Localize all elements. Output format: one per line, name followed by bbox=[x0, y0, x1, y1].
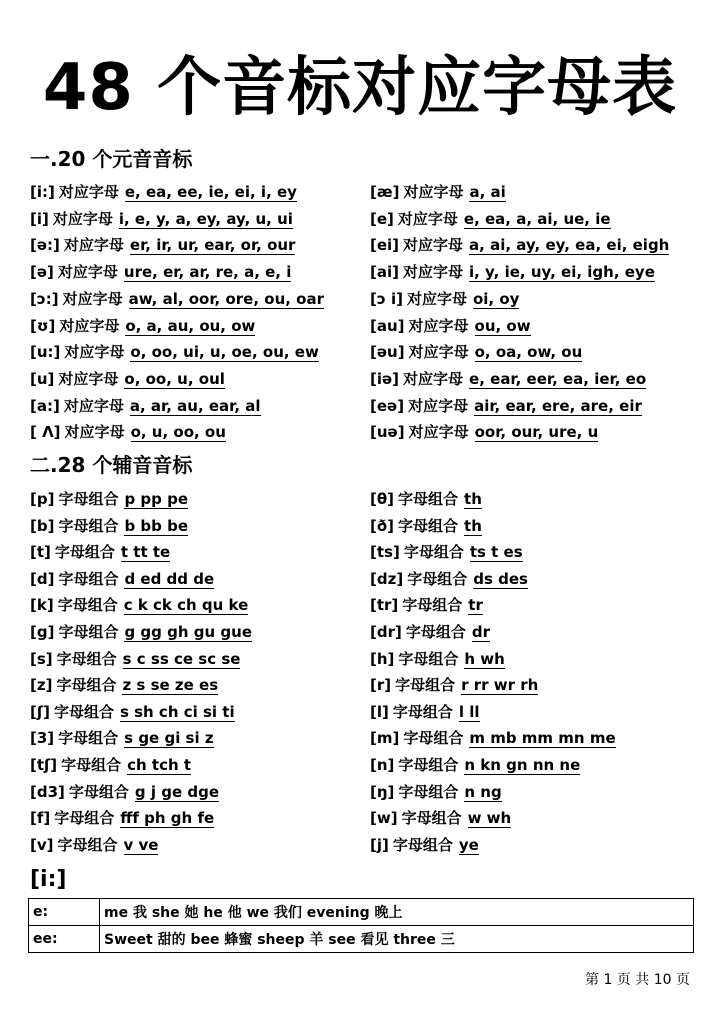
row-label: 对应字母 bbox=[408, 316, 469, 335]
row-label: 字母组合 bbox=[58, 569, 119, 588]
letter-combos: h wh bbox=[464, 649, 505, 668]
phonetic-symbol: [r] bbox=[370, 676, 392, 695]
letter-combos: i, e, y, a, ey, ay, u, ui bbox=[118, 209, 293, 228]
example-words: me 我 she 她 he 他 we 我们 evening 晚上 bbox=[100, 899, 694, 926]
letter-combos: e, ear, eer, ea, ier, eo bbox=[469, 369, 647, 388]
phonetic-row bbox=[370, 182, 506, 202]
row-label: 字母组合 bbox=[398, 490, 459, 508]
row-label: 对应字母 bbox=[64, 423, 125, 442]
phonetic-row bbox=[370, 728, 616, 748]
phonetic-symbol: [ɔ:] bbox=[30, 289, 59, 308]
letter-combos: s c ss ce sc se bbox=[122, 649, 241, 668]
letter-combos: dr bbox=[471, 623, 491, 641]
letter-combos: v ve bbox=[123, 835, 159, 854]
phonetic-row bbox=[30, 489, 188, 509]
phonetic-row bbox=[30, 808, 214, 828]
letter-combos: o, a, au, ou, ow bbox=[125, 316, 256, 335]
phonetic-row bbox=[30, 316, 255, 336]
row-label: 字母组合 bbox=[57, 596, 118, 615]
letter-combos: w wh bbox=[467, 809, 512, 828]
phonetic-row bbox=[370, 542, 523, 562]
phonetic-symbol: [ei] bbox=[370, 236, 400, 255]
row-label: 字母组合 bbox=[405, 623, 466, 641]
row-label: 对应字母 bbox=[406, 289, 467, 308]
table-row bbox=[29, 899, 694, 926]
phonetic-row bbox=[370, 675, 538, 695]
phonetic-symbol: [k] bbox=[30, 596, 54, 615]
row-label: 字母组合 bbox=[54, 809, 115, 828]
phonetic-symbol: [au] bbox=[370, 316, 405, 335]
phonetic-symbol: [w] bbox=[370, 809, 398, 828]
row-label: 字母组合 bbox=[398, 516, 459, 535]
letter-combos: ure, er, ar, re, a, e, i bbox=[123, 263, 292, 282]
row-label: 字母组合 bbox=[398, 756, 459, 774]
row-label: 字母组合 bbox=[395, 676, 456, 695]
letter-combos: ye bbox=[458, 835, 479, 854]
row-label: 字母组合 bbox=[398, 782, 459, 801]
phonetic-row bbox=[30, 396, 261, 416]
row-label: 字母组合 bbox=[58, 623, 119, 641]
row-label: 对应字母 bbox=[63, 396, 124, 415]
phonetic-row bbox=[370, 755, 580, 775]
phonetic-symbol: [u:] bbox=[30, 343, 61, 362]
row-label: 对应字母 bbox=[403, 369, 464, 388]
letter-combos: a, ai, ay, ey, ea, ei, eigh bbox=[469, 236, 670, 255]
phonetic-symbol: [j] bbox=[370, 835, 389, 854]
page-number: 第 1 页 共 10 页 bbox=[585, 972, 690, 988]
letter-combos: p pp pe bbox=[124, 490, 189, 508]
phonetic-symbol: [θ] bbox=[370, 490, 395, 508]
phonetic-row bbox=[370, 262, 655, 282]
letter-combos: m mb mm mn me bbox=[469, 729, 616, 748]
phonetic-row bbox=[30, 235, 295, 255]
phonetic-symbol: [ŋ] bbox=[370, 782, 395, 801]
phonetic-symbol: [d3] bbox=[30, 782, 65, 801]
phonetic-symbol: [a:] bbox=[30, 396, 60, 415]
letter-combos: n kn gn nn ne bbox=[464, 756, 581, 774]
phonetic-row bbox=[370, 622, 490, 642]
phonetic-row bbox=[30, 516, 188, 536]
letter-combos: z s se ze es bbox=[122, 676, 219, 695]
row-label: 字母组合 bbox=[392, 702, 453, 721]
phonetic-symbol: [p] bbox=[30, 490, 55, 508]
row-label: 对应字母 bbox=[57, 263, 118, 282]
letter-combos: ou, ow bbox=[474, 316, 531, 335]
letter-combos: oi, oy bbox=[472, 289, 520, 308]
row-label: 字母组合 bbox=[392, 835, 453, 854]
phonetic-symbol: [ʊ] bbox=[30, 316, 56, 335]
phonetic-symbol: [d] bbox=[30, 569, 55, 588]
phonetic-symbol: [t] bbox=[30, 543, 51, 562]
row-label: 字母组合 bbox=[54, 543, 115, 562]
phonetic-symbol: [ə] bbox=[30, 263, 54, 282]
row-label: 字母组合 bbox=[402, 596, 463, 615]
letter-combos: tr bbox=[468, 596, 483, 615]
table-row bbox=[29, 926, 694, 953]
phonetic-symbol: [m] bbox=[370, 729, 400, 748]
phonetic-row bbox=[30, 622, 252, 642]
phonetic-symbol: [tr] bbox=[370, 596, 399, 615]
letter-combos: aw, al, oor, ore, ou, oar bbox=[128, 289, 324, 308]
phonetic-row bbox=[30, 209, 293, 229]
row-label: 字母组合 bbox=[53, 702, 114, 721]
phonetic-row bbox=[370, 209, 611, 229]
letter-combos: th bbox=[464, 490, 482, 508]
consonants-heading: 二.28 个辅音音标 bbox=[30, 453, 193, 477]
example-words: Sweet 甜的 bee 蜂蜜 sheep 羊 see 看见 three 三 bbox=[100, 926, 694, 953]
letter-combos: ds des bbox=[473, 569, 528, 588]
phonetic-symbol: [eə] bbox=[370, 396, 405, 415]
row-label: 对应字母 bbox=[58, 369, 119, 388]
row-label: 对应字母 bbox=[52, 209, 113, 228]
phonetic-symbol: [f] bbox=[30, 809, 51, 828]
row-label: 字母组合 bbox=[58, 516, 119, 535]
letter-combos: g gg gh gu gue bbox=[124, 623, 252, 641]
phonetic-symbol: [z] bbox=[30, 676, 53, 695]
phonetic-symbol: [u] bbox=[30, 369, 55, 388]
phonetic-row bbox=[30, 835, 158, 855]
letter-combos: o, oo, u, oul bbox=[124, 369, 225, 388]
phonetic-symbol: [ts] bbox=[370, 543, 400, 562]
phonetic-row bbox=[30, 675, 218, 695]
letter-combos: c k ck ch qu ke bbox=[123, 596, 249, 615]
phonetic-symbol: [æ] bbox=[370, 183, 400, 201]
row-label: 对应字母 bbox=[64, 343, 125, 362]
row-label: 对应字母 bbox=[408, 343, 469, 362]
row-label: 对应字母 bbox=[397, 209, 458, 228]
phonetic-symbol: [b] bbox=[30, 516, 55, 535]
phonetic-symbol: [s] bbox=[30, 649, 53, 668]
phonetic-row bbox=[370, 569, 528, 589]
letter-combos: e, ea, ee, ie, ei, i, ey bbox=[124, 183, 297, 201]
phonetic-row bbox=[30, 728, 214, 748]
phonetic-row bbox=[370, 289, 519, 309]
phonetic-row bbox=[30, 542, 170, 562]
phonetic-symbol: [tʃ] bbox=[30, 756, 58, 774]
phonetic-symbol: [iə] bbox=[370, 369, 400, 388]
row-label: 对应字母 bbox=[62, 289, 123, 308]
phonetic-symbol: [ai] bbox=[370, 263, 399, 282]
row-label: 字母组合 bbox=[58, 729, 119, 748]
row-label: 字母组合 bbox=[58, 490, 119, 508]
phonetic-row bbox=[30, 595, 248, 615]
phonetic-symbol: [ə:] bbox=[30, 236, 60, 255]
phonetic-symbol: [ɔ i] bbox=[370, 289, 403, 308]
phonetic-symbol: [v] bbox=[30, 835, 54, 854]
row-label: 字母组合 bbox=[61, 756, 122, 774]
letter-combos: a, ar, au, ear, al bbox=[129, 396, 261, 415]
row-label: 对应字母 bbox=[408, 396, 469, 415]
example-key: e: bbox=[29, 899, 100, 926]
letter-combos: l ll bbox=[458, 702, 480, 721]
row-label: 字母组合 bbox=[398, 649, 459, 668]
letter-combos: ch tch t bbox=[127, 756, 192, 774]
phonetic-row bbox=[30, 755, 191, 775]
phonetic-row bbox=[30, 289, 324, 309]
examples-table bbox=[28, 898, 694, 953]
page-title: 48 个音标对应字母表 bbox=[42, 51, 678, 125]
phonetic-symbol: [ʃ] bbox=[30, 702, 50, 721]
phonetic-symbol: [e] bbox=[370, 209, 394, 228]
row-label: 对应字母 bbox=[402, 263, 463, 282]
letter-combos: o, u, oo, ou bbox=[130, 423, 226, 442]
row-label: 字母组合 bbox=[56, 649, 117, 668]
row-label: 对应字母 bbox=[408, 423, 469, 442]
phonetic-row bbox=[370, 369, 646, 389]
phonetic-row bbox=[370, 516, 482, 536]
phonetic-row bbox=[30, 649, 240, 669]
phonetic-row bbox=[30, 702, 235, 722]
phonetic-row bbox=[370, 782, 502, 802]
phonetic-symbol: [3] bbox=[30, 729, 55, 748]
letter-combos: e, ea, a, ai, ue, ie bbox=[463, 209, 611, 228]
row-label: 字母组合 bbox=[68, 782, 129, 801]
letter-combos: s sh ch ci si ti bbox=[119, 702, 235, 721]
phonetic-row bbox=[30, 262, 291, 282]
phonetic-symbol: [i] bbox=[30, 209, 49, 228]
phonetic-symbol: [g] bbox=[30, 623, 55, 641]
phonetic-row bbox=[30, 569, 214, 589]
phonetic-row bbox=[370, 342, 582, 362]
phonetic-symbol: [əu] bbox=[370, 343, 405, 362]
letter-combos: th bbox=[464, 516, 482, 535]
phonetic-row bbox=[30, 342, 319, 362]
row-label: 字母组合 bbox=[403, 543, 464, 562]
letter-combos: s ge gi si z bbox=[124, 729, 214, 748]
letter-combos: ts t es bbox=[469, 543, 523, 562]
phonetic-symbol: [i:] bbox=[30, 183, 55, 201]
row-label: 对应字母 bbox=[63, 236, 124, 255]
phonetic-row bbox=[370, 396, 642, 416]
phonetic-symbol: [h] bbox=[370, 649, 395, 668]
examples-heading: [i:] bbox=[30, 867, 67, 892]
phonetic-row bbox=[370, 489, 482, 509]
phonetic-row bbox=[370, 235, 669, 255]
row-label: 对应字母 bbox=[59, 316, 120, 335]
phonetic-symbol: [ Λ] bbox=[30, 423, 61, 442]
letter-combos: a, ai bbox=[469, 183, 506, 201]
phonetic-row bbox=[30, 182, 297, 202]
letter-combos: r rr wr rh bbox=[461, 676, 539, 695]
row-label: 对应字母 bbox=[403, 183, 464, 201]
phonetic-row bbox=[370, 702, 480, 722]
letter-combos: g j ge dge bbox=[134, 782, 220, 801]
letter-combos: air, ear, ere, are, eir bbox=[474, 396, 642, 415]
phonetic-row bbox=[370, 595, 483, 615]
phonetic-row bbox=[30, 422, 226, 442]
phonetic-row bbox=[30, 782, 219, 802]
letter-combos: fff ph gh fe bbox=[120, 809, 215, 828]
row-label: 字母组合 bbox=[401, 809, 462, 828]
phonetic-row bbox=[370, 316, 531, 336]
letter-combos: d ed dd de bbox=[124, 569, 215, 588]
letter-combos: n ng bbox=[464, 782, 502, 801]
phonetic-symbol: [dr] bbox=[370, 623, 402, 641]
phonetic-symbol: [n] bbox=[370, 756, 395, 774]
row-label: 字母组合 bbox=[403, 729, 464, 748]
letter-combos: o, oo, ui, u, oe, ou, ew bbox=[130, 343, 319, 362]
letter-combos: b bb be bbox=[124, 516, 189, 535]
phonetic-row bbox=[370, 835, 479, 855]
row-label: 字母组合 bbox=[57, 835, 118, 854]
phonetic-symbol: [l] bbox=[370, 702, 389, 721]
phonetic-symbol: [uə] bbox=[370, 423, 405, 442]
phonetic-row bbox=[370, 808, 511, 828]
letter-combos: er, ir, ur, ear, or, our bbox=[129, 236, 296, 255]
row-label: 对应字母 bbox=[58, 183, 119, 201]
phonetic-symbol: [dz] bbox=[370, 569, 404, 588]
phonetic-row bbox=[30, 369, 225, 389]
phonetic-row bbox=[370, 649, 505, 669]
letter-combos: oor, our, ure, u bbox=[474, 423, 599, 442]
row-label: 对应字母 bbox=[403, 236, 464, 255]
phonetic-row bbox=[370, 422, 598, 442]
row-label: 字母组合 bbox=[56, 676, 117, 695]
example-key: ee: bbox=[29, 926, 100, 953]
row-label: 字母组合 bbox=[407, 569, 468, 588]
letter-combos: i, y, ie, uy, ei, igh, eye bbox=[469, 263, 655, 282]
letter-combos: o, oa, ow, ou bbox=[474, 343, 583, 362]
phonetic-symbol: [ð] bbox=[370, 516, 395, 535]
letter-combos: t tt te bbox=[120, 543, 171, 562]
vowels-heading: 一.20 个元音音标 bbox=[30, 147, 193, 171]
